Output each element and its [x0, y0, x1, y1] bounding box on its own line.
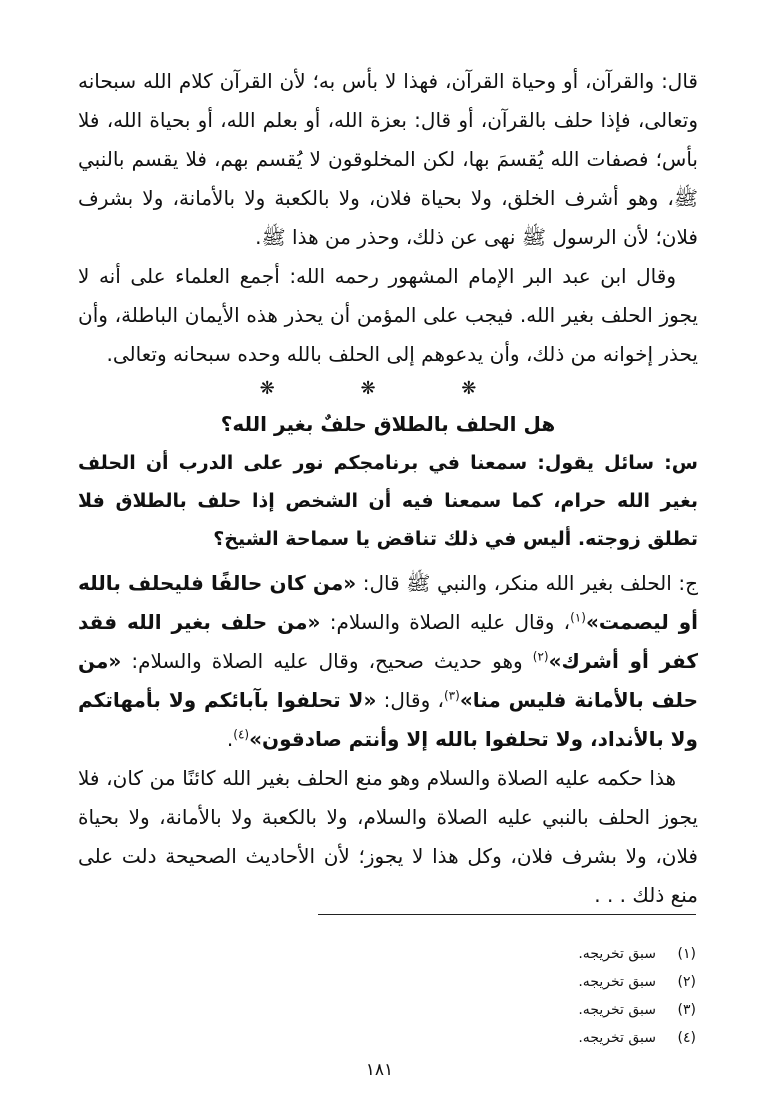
page-number: ١٨١ — [365, 1060, 394, 1080]
footnote-number: (٣) — [677, 1002, 696, 1018]
footnotes — [400, 940, 696, 1052]
paragraph-3: هذا حكمه عليه الصلاة والسلام وهو منع الحلف بغير الله كائنًا من كان، فلا يجوز الحلف بالنبي عليه الصلاة والسلام، ولا بالكعبة ولا بالأمانة، ولا بحياة فلان، ولا بشرف فلان، وكل هذا لا يجوز؛ لأن الأحاديث الصحيحة دلت على منع ذلك . . . — [78, 766, 698, 907]
footnote-number: (١) — [677, 946, 696, 962]
footnote-text: سبق تخريجه. — [578, 946, 656, 962]
page-body — [78, 62, 698, 915]
answer-text-5: . — [226, 727, 234, 751]
footnote-divider — [318, 914, 696, 915]
footnote-4 — [400, 1024, 696, 1052]
answer-text-3: وهو حديث صحيح، وقال عليه الصلاة والسلام: — [121, 649, 533, 673]
footnote-ref-3: (٣) — [443, 688, 460, 703]
paragraph-1: قال: والقرآن، أو وحياة القرآن، فهذا لا بأس به؛ لأن القرآن كلام الله سبحانه وتعالى، فإذا حلف بالقرآن، أو قال: بعزة الله، أو بعلم الله، أو بحياة الله، فلا بأس؛ فصفات الله يُقسمَ بها، لكن المخلوقون لا يُقسم بهم، فلا يقسم بالنبي ﷺ، وهو أشرف الخلق، ولا بحياة فلان، ولا بالكعبة ولا بالأمانة، ولا بشرف فلان؛ لأن الرسول ﷺ نهى عن ذلك، وحذر من هذا ﷺ. — [78, 69, 698, 249]
hadith-4: «لا تحلفوا بآبائكم ولا بأمهاتكم ولا بالأنداد، ولا تحلفوا بالله إلا وأنتم صادقون» — [78, 688, 698, 751]
answer-paragraph — [78, 564, 698, 759]
footnote-1 — [400, 940, 696, 968]
footnote-ref-2: (٢) — [532, 649, 549, 664]
footnote-ref-4: (٤) — [233, 727, 250, 742]
footnote-text: سبق تخريجه. — [578, 1002, 656, 1018]
hadith-1: «من كان حالفًا فليحلف بالله أو ليصمت» — [78, 571, 699, 634]
hadith-2: «من حلف بغير الله فقد كفر أو أشرك» — [78, 610, 698, 673]
footnote-3 — [400, 996, 696, 1024]
question-text: س: سائل يقول: سمعنا في برنامجكم نور على الدرب أن الحلف بغير الله حرام، كما سمعنا فيه أن الشخص إذا حلف بالطلاق فلا تطلق زوجته. أليس في ذلك تناقض يا سماحة الشيخ؟ — [78, 452, 698, 550]
paragraph-2: وقال ابن عبد البر الإمام المشهور رحمه الله: أجمع العلماء على أنه لا يجوز الحلف بغير الله. فيجب على المؤمن أن يحذر هذه الأيمان الباطلة، وأن يحذر إخوانه من ذلك، وأن يدعوهم إلى الحلف بالله وحده سبحانه وتعالى. — [78, 264, 698, 366]
answer-text-1: ج: الحلف بغير الله منكر، والنبي ﷺ قال: — [356, 571, 698, 595]
footnote-number: (٤) — [677, 1030, 696, 1046]
section-separator: ❋ ❋ ❋ — [259, 378, 517, 399]
answer-text-4: ، وقال: — [376, 688, 444, 712]
footnote-ref-1: (١) — [570, 610, 586, 625]
footnote-2 — [400, 968, 696, 996]
footnote-text: سبق تخريجه. — [578, 1030, 656, 1046]
footnote-text: سبق تخريجه. — [578, 974, 656, 990]
section-heading: هل الحلف بالطلاق حلفٌ بغير الله؟ — [220, 412, 556, 436]
footnote-number: (٢) — [677, 974, 696, 990]
hadith-3: «من حلف بالأمانة فليس منا» — [78, 649, 698, 712]
answer-text-2: ، وقال عليه الصلاة والسلام: — [320, 610, 571, 634]
